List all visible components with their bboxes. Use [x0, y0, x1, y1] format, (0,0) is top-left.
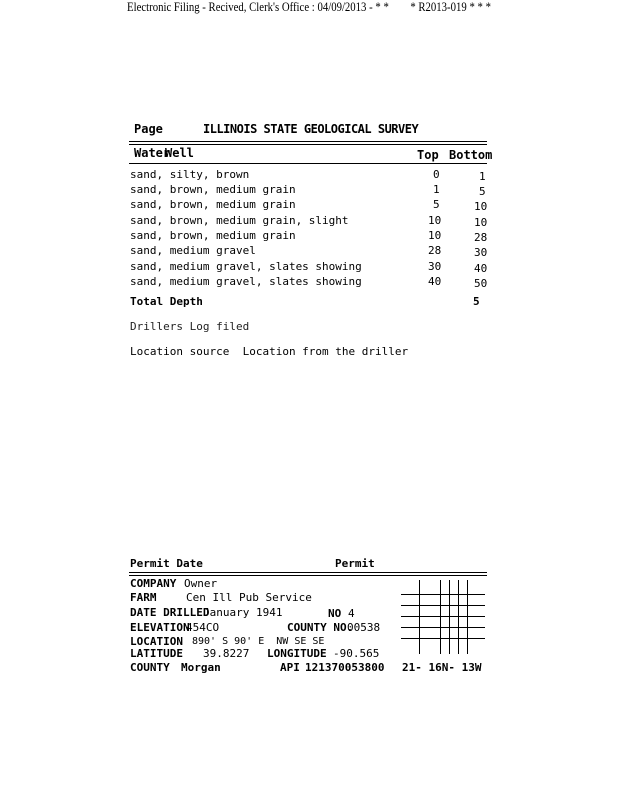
row-bottom: 10 [474, 216, 488, 229]
grid-line [401, 627, 485, 628]
row-top: 28 [428, 244, 442, 257]
grid-line [401, 594, 485, 595]
grid-line [401, 638, 485, 639]
title-rule-2 [129, 144, 487, 145]
header-rule [129, 163, 487, 164]
grid-line [401, 605, 485, 606]
longitude-value: -90.565 [333, 647, 380, 660]
grid-line [449, 580, 450, 654]
grid-line [458, 580, 459, 654]
row-top: 10 [428, 214, 442, 227]
col-bottom: Bottom [449, 148, 493, 162]
row-top: 30 [428, 260, 442, 273]
api-label: API [280, 661, 300, 674]
permit-rule-2 [129, 575, 487, 576]
row-top: 0 [433, 168, 440, 181]
elevation-value: 454CO [186, 621, 220, 634]
county-no-label: COUNTY NO. [287, 621, 354, 634]
title-rule-1 [129, 141, 487, 142]
row-top: 40 [428, 275, 442, 288]
elevation-label: ELEVATION [130, 621, 190, 634]
latitude-label: LATITUDE [130, 647, 183, 660]
latitude-value: 39.8227 [203, 647, 250, 660]
total-depth-value: 5 [473, 295, 480, 308]
location-label: LOCATION [130, 635, 183, 648]
survey-title: ILLINOIS STATE GEOLOGICAL SURVEY [203, 122, 419, 136]
row-desc: sand, medium gravel [130, 244, 256, 257]
grid-line [440, 580, 441, 654]
filing-stamp-header [43, 0, 574, 15]
row-desc: sand, brown, medium grain [130, 183, 296, 196]
county-label: COUNTY [130, 661, 170, 674]
row-bottom: 50 [474, 277, 488, 290]
location-value: 890' S 90' E NW SE SE [192, 636, 325, 647]
row-top: 5 [433, 198, 440, 211]
row-desc: sand, silty, brown [130, 168, 250, 181]
row-top: 10 [428, 229, 442, 242]
row-desc: sand, medium gravel, slates showing [130, 275, 362, 288]
no-value: 4 [348, 607, 355, 620]
grid-line [401, 616, 485, 617]
col-top: Top [417, 148, 439, 162]
filing-stamp-left: Electronic Filing - Recived, Clerk's Office : 04/09/2013 - * * [127, 0, 389, 14]
farm-label: FARM [130, 591, 157, 604]
row-bottom: 28 [474, 231, 488, 244]
grid-line [419, 580, 420, 654]
county-no-value: 00538 [347, 621, 381, 634]
row-desc: sand, medium gravel, slates showing [130, 260, 362, 273]
filing-stamp-right: * R2013-019 * * * [410, 0, 491, 14]
row-desc: sand, brown, medium grain [130, 229, 296, 242]
date-drilled-label: DATE DRILLED [130, 606, 210, 619]
row-desc: sand, brown, medium grain, slight [130, 214, 349, 227]
township-range-value: 21- 16N- 13W [402, 661, 482, 674]
row-bottom: 5 [479, 185, 486, 198]
row-bottom: 1 [479, 170, 486, 183]
col-well: Well [165, 146, 194, 160]
location-source-note: Location source Location from the driller [130, 345, 409, 358]
row-top: 1 [433, 183, 440, 196]
farm-value: Cen Ill Pub Service [186, 591, 312, 604]
permit-rule-1 [129, 572, 487, 573]
longitude-label: LONGITUDE [267, 647, 327, 660]
row-desc: sand, brown, medium grain [130, 198, 296, 211]
company-value: Owner [184, 577, 218, 590]
grid-line [467, 580, 468, 654]
total-depth-label: Total Depth [130, 295, 203, 308]
date-drilled-value: January 1941 [203, 606, 283, 619]
permit-label: Permit [335, 557, 375, 570]
permit-date-label: Permit Date [130, 557, 203, 570]
no-label: NO [328, 607, 342, 620]
company-label: COMPANY [130, 577, 177, 590]
row-bottom: 10 [474, 200, 488, 213]
page-label: Page [134, 122, 163, 136]
api-value: 121370053800 [305, 661, 385, 674]
row-bottom: 40 [474, 262, 488, 275]
col-water: Water [134, 146, 171, 160]
county-value: Morgan [181, 661, 221, 674]
row-bottom: 30 [474, 246, 488, 259]
drillers-log-note: Drillers Log filed [130, 320, 250, 333]
